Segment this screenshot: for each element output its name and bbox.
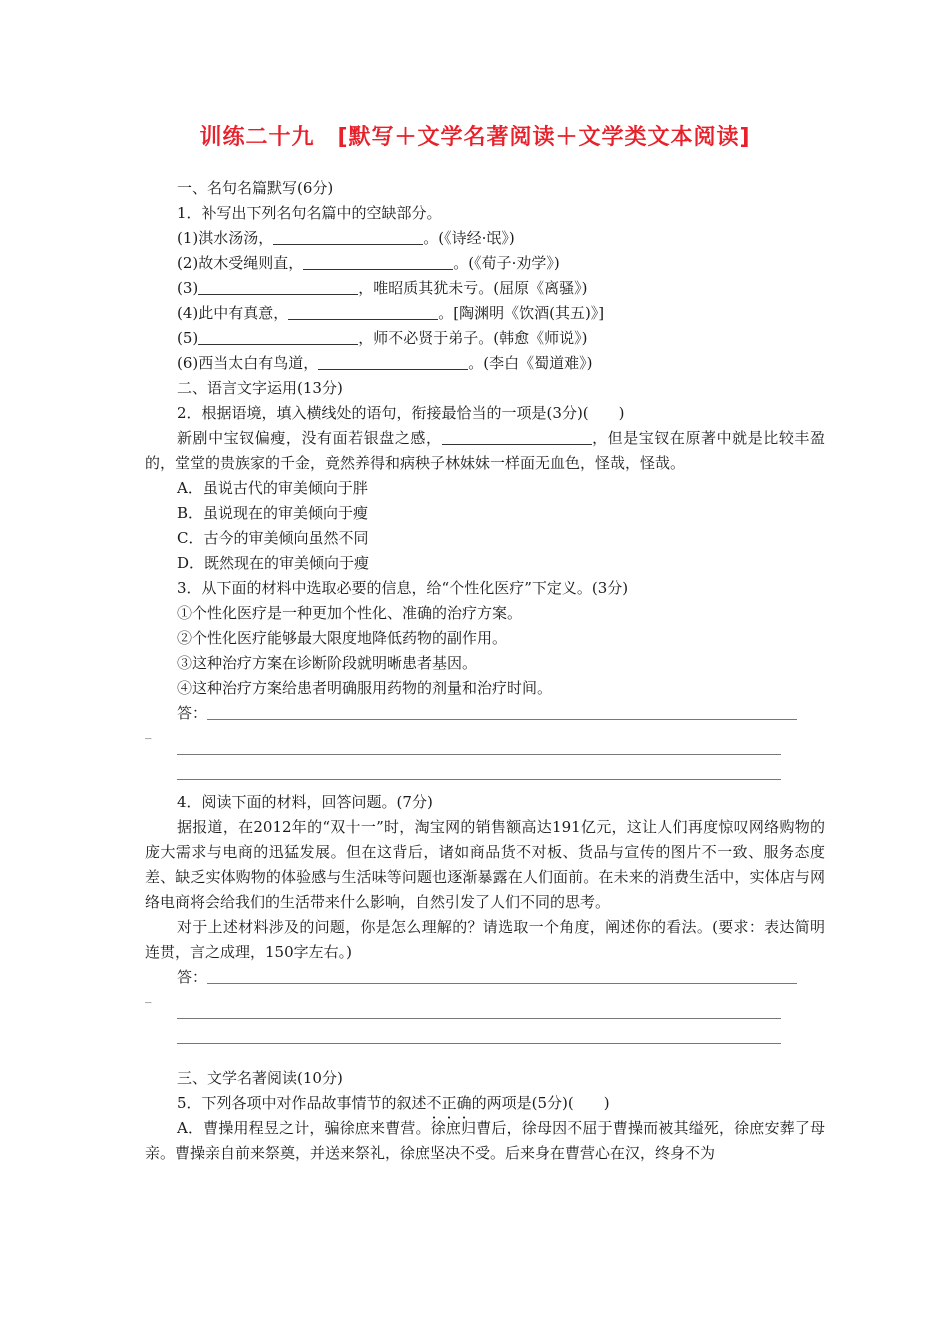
answer-row xyxy=(145,701,825,726)
fill-item: (1)淇水汤汤， 。(《诗经·氓》) xyxy=(177,229,515,247)
question-context: 新剧中宝钗偏瘦，没有面若银盘之感， ，但是宝钗在原著中就是比较丰盈的，堂堂的贵族家的千金，竟然养得和病秧子林妹妹一样面无血色，怪哉，怪哉。 xyxy=(145,429,825,472)
fill-item: (3) ，唯昭质其犹未亏。(屈原《离骚》) xyxy=(177,279,588,297)
fill-item: (5) ，师不必贤于弟子。(韩愈《师说》) xyxy=(177,329,588,347)
dash-mark: _ xyxy=(145,989,152,1004)
section-heading: 二、语言文字运用(13分) xyxy=(177,379,343,397)
question-stem: 5．下列各项中对作品故事情节的叙述不正确的两项是(5分)( ) xyxy=(177,1094,610,1112)
answer-line[interactable] xyxy=(177,1004,781,1019)
reading-paragraph: 据报道，在2012年的“双十一”时，淘宝网的销售额高达191亿元，这让人们再度惊叹网络购物的庞大需求与电商的迅猛发展。但在这背后，诸如商品货不对板、货品与宣传的图片不一致、服务态度差、缺乏实体购物的体验感与生活味等问题也逐渐暴露在人们面前。在未来的消费生活中，实体店与网络电商将会给我们的生活带来什么影响，自然引发了人们不同的思考。 xyxy=(145,818,825,911)
answer-line[interactable] xyxy=(207,705,797,720)
emphasis-char: 不 xyxy=(426,1094,442,1112)
question-stem: 1．补写出下列名句名篇中的空缺部分。 xyxy=(177,204,442,222)
material-item: ④这种治疗方案给患者明确服用药物的剂量和治疗时间。 xyxy=(177,679,553,697)
answer-blank[interactable] xyxy=(273,228,423,245)
fill-item: (4)此中有真意， 。[陶渊明《饮酒(其五)》] xyxy=(177,304,605,322)
material-item: ②个性化医疗能够最大限度地降低药物的副作用。 xyxy=(177,629,508,647)
answer-blank[interactable] xyxy=(198,278,358,295)
emphasis-char: 确 xyxy=(456,1094,472,1112)
section-heading: 一、名句名篇默写(6分) xyxy=(177,179,334,197)
option-b[interactable]: B．虽说现在的审美倾向于瘦 xyxy=(177,504,369,522)
document-body xyxy=(145,176,825,1166)
answer-blank[interactable] xyxy=(303,253,453,270)
fill-item: (6)西当太白有鸟道， 。(李白《蜀道难》) xyxy=(177,354,593,372)
answer-label: 答： xyxy=(177,704,208,722)
option-d[interactable]: D．既然现在的审美倾向于瘦 xyxy=(177,554,370,572)
answer-line[interactable] xyxy=(177,1029,781,1044)
answer-row xyxy=(145,965,825,990)
fill-item: (2)故木受绳则直， 。(《荀子·劝学》) xyxy=(177,254,560,272)
answer-blank[interactable] xyxy=(318,353,468,370)
answer-line[interactable] xyxy=(177,765,781,780)
option-a[interactable]: A．曹操用程昱之计，骗徐庶来曹营。徐庶归曹后，徐母因不屈于曹操而被其缢死，徐庶安葬了母亲。曹操亲自前来祭奠，并送来祭礼，徐庶坚决不受。后来身在曹营心在汉，终身不为 xyxy=(145,1119,825,1162)
option-c[interactable]: C．古今的审美倾向虽然不同 xyxy=(177,529,369,547)
answer-line[interactable] xyxy=(177,740,781,755)
option-a[interactable]: A．虽说古代的审美倾向于胖 xyxy=(177,479,368,497)
answer-line[interactable] xyxy=(207,969,797,984)
page-title: 训练二十九 [默写＋文学名著阅读＋文学类文本阅读] xyxy=(199,125,751,150)
answer-label: 答： xyxy=(177,968,208,986)
material-item: ①个性化医疗是一种更加个性化、准确的治疗方案。 xyxy=(177,604,523,622)
section-heading: 三、文学名著阅读(10分) xyxy=(177,1069,343,1087)
emphasis-char: 正 xyxy=(441,1094,457,1112)
answer-blank[interactable] xyxy=(288,303,438,320)
answer-blank[interactable] xyxy=(198,328,358,345)
reading-paragraph: 对于上述材料涉及的问题，你是怎么理解的？请选取一个角度，阐述你的看法。(要求：表达简明连贯，言之成理，150字左右。) xyxy=(145,918,825,961)
answer-blank[interactable] xyxy=(442,428,592,445)
material-item: ③这种治疗方案在诊断阶段就明晰患者基因。 xyxy=(177,654,478,672)
question-stem: 4．阅读下面的材料，回答问题。(7分) xyxy=(177,793,433,811)
dash-mark: _ xyxy=(145,725,152,740)
question-stem: 3．从下面的材料中选取必要的信息，给“个性化医疗”下定义。(3分) xyxy=(177,579,629,597)
question-stem: 2．根据语境，填入横线处的语句，衔接最恰当的一项是(3分)( ) xyxy=(177,404,625,422)
